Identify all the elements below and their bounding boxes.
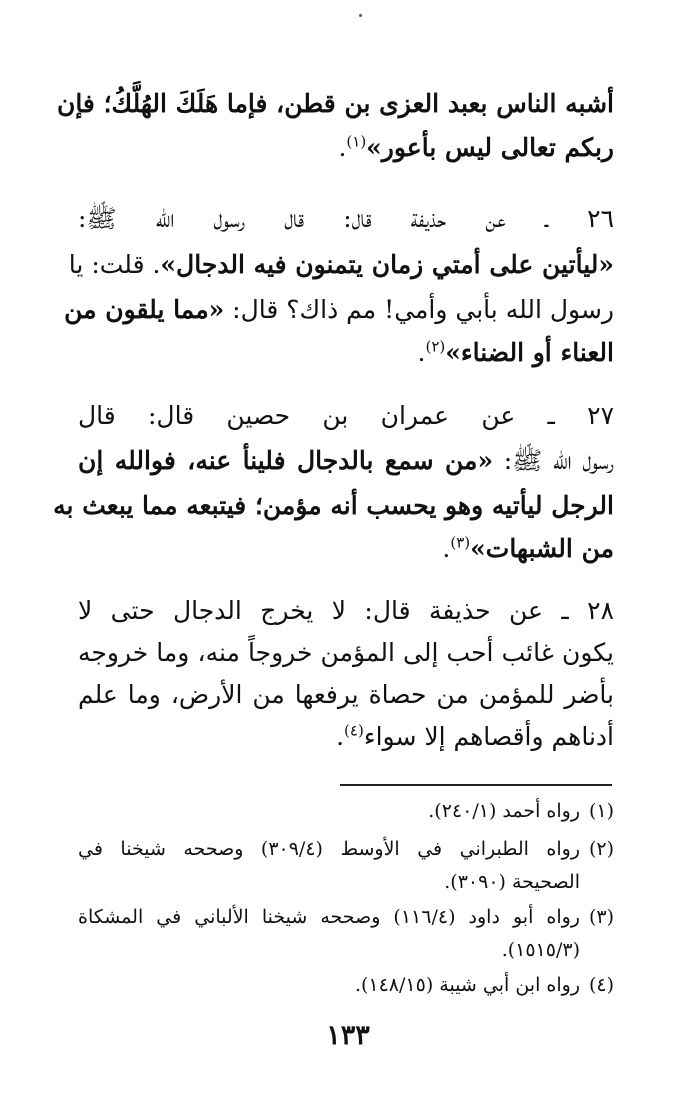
page-number: ١٣٣	[326, 1020, 370, 1051]
footnote-separator	[340, 784, 612, 786]
hadith-27-isnad: ٢٧ ـ عن عمران بن حصين قال: قال	[78, 401, 614, 430]
footnote-4	[78, 969, 614, 1001]
hadith-26-answer-end: العناء أو الضناء»	[445, 338, 614, 367]
footnote-ref-4: (٤)	[344, 721, 364, 740]
hadith-26-question-cont: رسول الله بأبي وأمي! مم ذاك؟ قال:	[232, 295, 614, 324]
hadith-26-line-4	[78, 333, 614, 373]
footnote-number: (١)	[588, 800, 614, 822]
hadith-27-line-4	[78, 529, 614, 569]
hadith-28-text: ٢٨ ـ عن حذيفة قال: لا يخرج الدجال حتى لا	[78, 596, 614, 625]
hadith-25-line-2	[78, 128, 614, 168]
hadith-27-line-1	[78, 396, 614, 436]
hadith-28-line-4	[78, 717, 614, 757]
hadith-28-line-3	[78, 675, 614, 715]
footnote-ref-3: (٣)	[450, 533, 471, 552]
footnote-text: رواه ابن أبي شيبة (١٤٨/١٥).	[354, 974, 580, 996]
footnote-3-cont	[78, 934, 580, 966]
hadith-26-line-1	[78, 199, 614, 239]
hadith-26-answer: «مما يلقون من	[64, 295, 225, 324]
footnote-number: (٤)	[588, 974, 614, 996]
hadith-26-isnad: ٢٦ ـ عن حذيفة قال: قال رسول الله ﷺ:	[78, 204, 614, 233]
footnote-text-cont: (١٥١٥/٣).	[501, 939, 580, 961]
hadith-27-matn-cont: الرجل ليأتيه وهو يحسب أنه مؤمن؛ فيتبعه مما يبعث به	[53, 491, 614, 520]
footnote-text: رواه أبو داود (١١٦/٤) وصححه شيخنا الألباني في المشكاة	[78, 906, 580, 928]
hadith-27-matn-end: من الشبهات»	[470, 534, 614, 563]
hadith-27-line-3	[53, 486, 614, 526]
footnote-text-cont: الصحيحة (٣٠٩٠).	[444, 871, 580, 893]
hadith-28-line-2	[78, 633, 614, 673]
hadith-28-text-cont: يكون غائب أحب إلى المؤمن خروجاً منه، وما خروجه	[78, 638, 614, 667]
footnote-ref-2: (٢)	[425, 337, 446, 356]
hadith-26-matn: «ليأتين على أمتي زمان يتمنون فيه الدجال»	[160, 250, 614, 279]
footnote-text: رواه الطبراني في الأوسط (٣٠٩/٤) وصححه شيخنا في	[78, 838, 580, 860]
footnote-number: (٣)	[588, 906, 614, 928]
hadith-25-text: أشبه الناس بعبد العزى بن قطن، فإما هَلَكَ الهُلَّكُ؛ فإن	[56, 89, 614, 118]
hadith-27-line-2	[78, 441, 614, 481]
footnote-1	[78, 795, 614, 827]
hadith-26-line-3	[64, 290, 614, 330]
hadith-25-text-end: ربكم تعالى ليس بأعور»	[366, 133, 614, 162]
hadith-26-line-2	[68, 245, 614, 285]
period: .	[417, 338, 426, 367]
footnote-3	[78, 901, 614, 933]
hadith-26-question: . قلت: يا	[68, 250, 161, 279]
period: .	[442, 534, 451, 563]
footnote-ref-1: (١)	[346, 132, 367, 151]
hadith-27-matn: «من سمع بالدجال فلينأ عنه، فوالله إن	[78, 446, 494, 475]
footnote-number: (٢)	[588, 838, 614, 860]
period: .	[338, 133, 347, 162]
hadith-25-line-1	[56, 84, 614, 124]
hadith-28-line-1	[78, 591, 614, 631]
print-speck	[359, 14, 362, 17]
footnote-2	[78, 833, 614, 865]
period: .	[336, 722, 345, 751]
hadith-28-text-end: أدناهم وأقصاهم إلا سواء	[363, 722, 614, 751]
footnote-text: رواه أحمد (٢٤٠/١).	[428, 800, 580, 822]
footnote-2-cont	[78, 866, 580, 898]
hadith-28-text-cont: بأضر للمؤمن من حصاة يرفعها من الأرض، وما علم	[78, 680, 614, 709]
hadith-27-isnad-cont: رسول الله ﷺ:	[503, 446, 614, 475]
